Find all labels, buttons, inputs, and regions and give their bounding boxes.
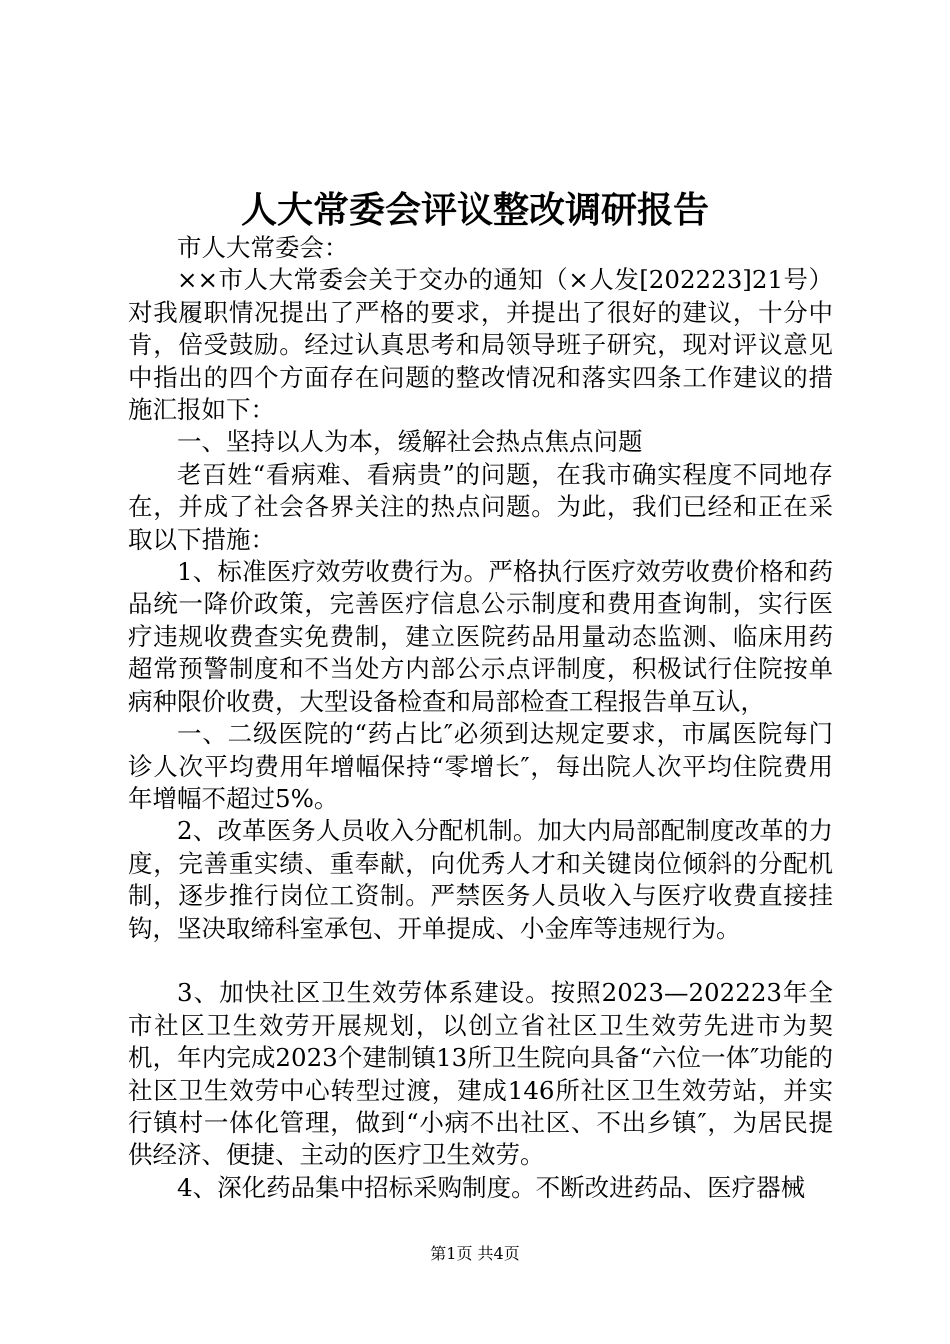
list-item: 1、标准医疗效劳收费行为。严格执行医疗效劳收费价格和药品统一降价政策，完善医疗信息公示制度和费用查询制，实行医疗违规收费查实免费制，建立医院药品用量动态监测、临床用药超常预警制度和不当处方内部公示点评制度，积极试行住院按单病种限价收费，大型设备检查和局部检查工程报告单互认， (128, 557, 833, 716)
salutation: 市人大常委会： (177, 233, 349, 262)
list-item: 2、改革医务人员收入分配机制。加大内局部配制度改革的力度，完善重实绩、重奉献，向优秀人才和关键岗位倾斜的分配机制，逐步推行岗位工资制。严禁医务人员收入与医疗收费直接挂钩，坚决取缔科室承包、开单提成、小金库等违规行为。 (128, 816, 833, 943)
document-body (128, 232, 833, 1204)
document-title: 人大常委会评议整改调研报告 (240, 189, 709, 231)
list-item: 4、深化药品集中招标采购制度。不断改进药品、医疗器械 (177, 1172, 806, 1202)
body-paragraph: 老百姓“看病难、看病贵”的问题，在我市确实程度不同地存在，并成了社会各界关注的热点问题。为此，我们已经和正在采取以下措施： (128, 459, 833, 554)
body-paragraph: ××市人大常委会关于交办的通知（×人发[202223]21号）对我履职情况提出了严格的要求，并提出了很好的建议，十分中肯，倍受鼓励。经过认真思考和局领导班子研究，现对评议意见中指出的四个方面存在问题的整改情况和落实四条工作建议的措施汇报如下： (128, 265, 833, 425)
page-number: 第1页 共4页 (430, 1244, 520, 1263)
list-item: 3、加快社区卫生效劳体系建设。按照2023—202223年全市社区卫生效劳开展规划，以创立省社区卫生效劳先进市为契机，年内完成2023个建制镇13所卫生院向具备“六位一体″功能的社区卫生效劳中心转型过渡，建成146所社区卫生效劳站，并实行镇村一体化管理，做到“小病不出社区、不出乡镇″，为居民提供经济、便捷、主动的医疗卫生效劳。 (128, 978, 833, 1170)
section-heading: 一、坚持以人为本，缓解社会热点焦点问题 (177, 427, 643, 457)
body-paragraph: 一、二级医院的“药占比″必须到达规定要求，市属医院每门诊人次平均费用年增幅保持“零增长″，每出院人次平均住院费用年增幅不超过5%。 (128, 719, 833, 813)
